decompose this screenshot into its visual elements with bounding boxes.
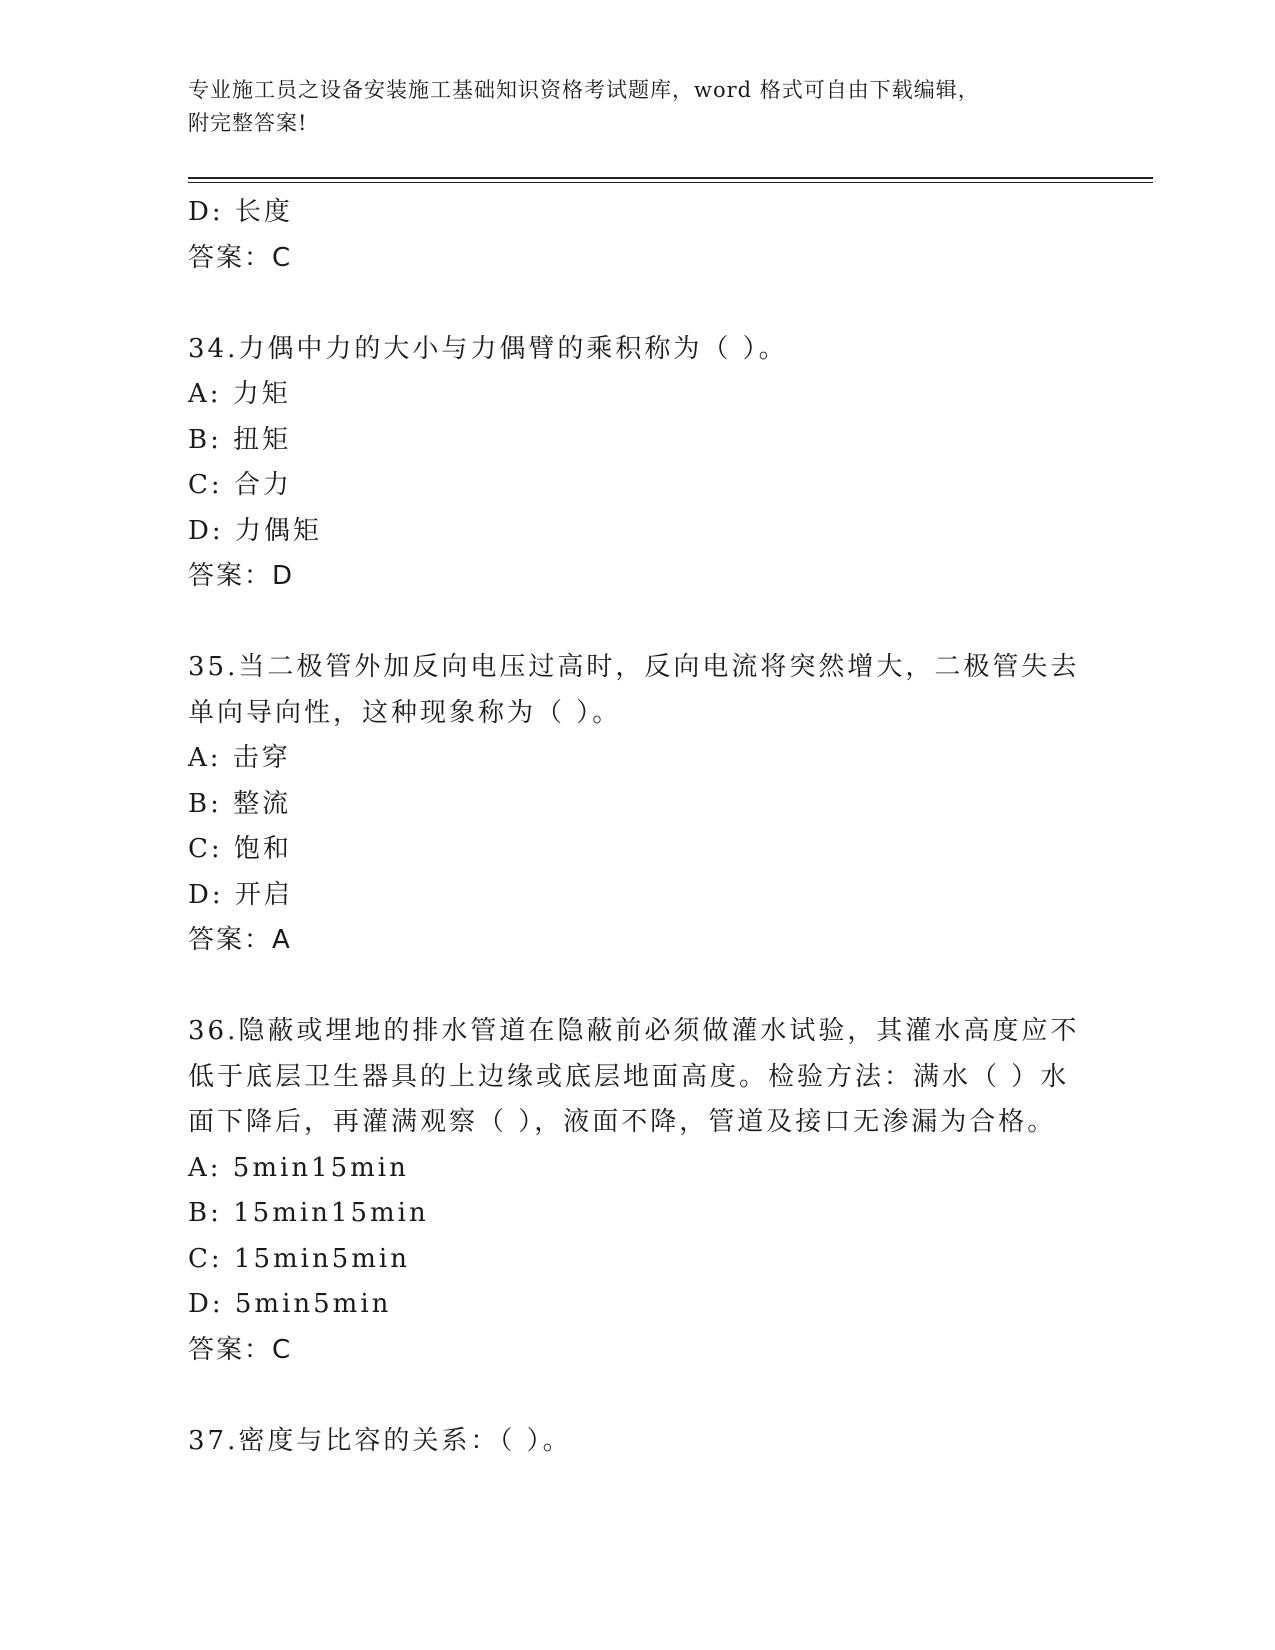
option-b: B: 扭矩: [188, 424, 292, 455]
carryover-option-d: D: 长度: [188, 197, 293, 227]
header-divider-thick: [188, 177, 1153, 179]
page-header: [188, 74, 1088, 140]
option-c: C: 合力: [188, 470, 292, 500]
header-line-1: 专业施工员之设备安装施工基础知识资格考试题库，word 格式可自由下载编辑，: [188, 78, 980, 102]
option-d: D: 开启: [188, 879, 293, 910]
header-line-2: 附完整答案!: [188, 111, 308, 135]
question-37: [188, 1419, 1088, 1465]
question-stem-line-3: 面下降后，再灌满观察（ ），液面不降，管道及接口无渗漏为合格。: [188, 1107, 1057, 1137]
option-b: B: 15min15min: [188, 1198, 429, 1228]
answer: 答案：A: [188, 925, 292, 955]
answer: 答案：D: [188, 561, 295, 591]
question-35: [188, 645, 1088, 964]
question-stem: 34.力偶中力的大小与力偶臂的乘积称为（ ）。: [188, 333, 788, 364]
option-a: A: 5min15min: [188, 1152, 409, 1183]
question-36: [188, 1009, 1088, 1373]
spacer: [188, 1373, 1088, 1419]
header-divider-thin: [188, 182, 1153, 183]
answer: 答案：C: [188, 1334, 293, 1365]
option-a: A: 击穿: [188, 743, 291, 773]
question-stem-line-2: 单向导向性，这种现象称为（ ）。: [188, 697, 622, 728]
option-d: D: 5min5min: [188, 1289, 392, 1319]
question-stem-line-1: 35.当二极管外加反向电压过高时，反向电流将突然增大，二极管失去: [188, 652, 1080, 682]
question-stem-line-2: 低于底层卫生器具的上边缘或底层地面高度。检验方法：满水（ ）水: [188, 1061, 1070, 1092]
option-d: D: 力偶矩: [188, 515, 322, 546]
question-stem: 37.密度与比容的关系：（ ）。: [188, 1425, 572, 1456]
question-stem-line-1: 36.隐蔽或埋地的排水管道在隐蔽前必须做灌水试验，其灌水高度应不: [188, 1016, 1080, 1046]
spacer: [188, 964, 1088, 1010]
option-b: B: 整流: [188, 788, 292, 819]
spacer: [188, 281, 1088, 327]
question-34: [188, 327, 1088, 600]
option-a: A: 力矩: [188, 379, 291, 409]
option-c: C: 饱和: [188, 834, 292, 864]
question-content: [188, 190, 1088, 1464]
carryover-answer: 答案：C: [188, 242, 293, 273]
option-c: C: 15min5min: [188, 1243, 410, 1274]
spacer: [188, 600, 1088, 646]
